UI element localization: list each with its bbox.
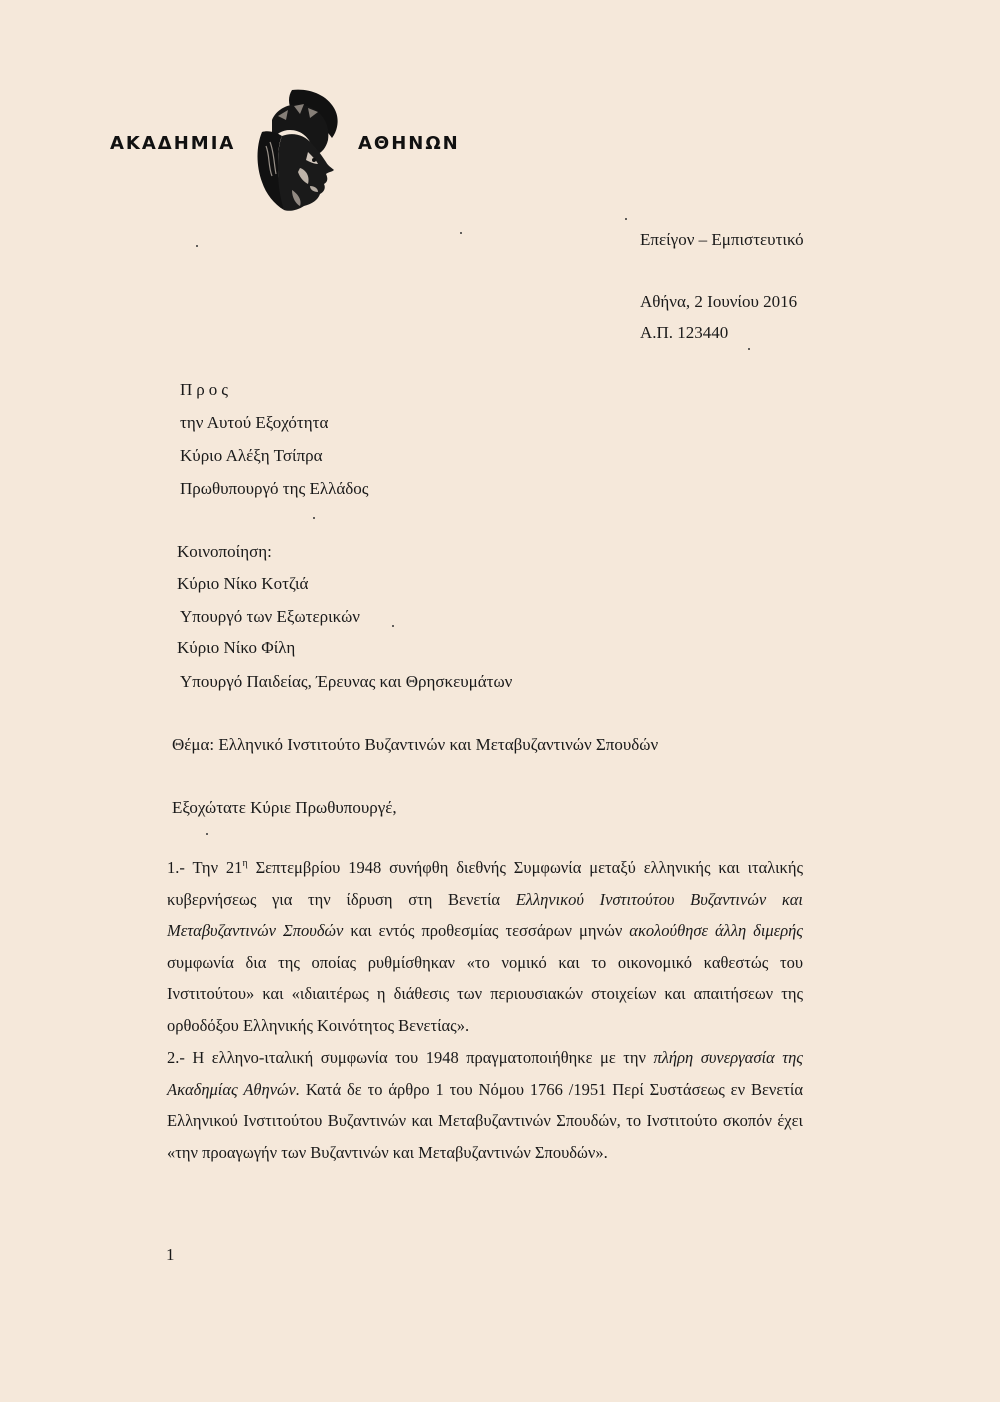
protocol-number: Α.Π. 123440 <box>640 323 729 342</box>
scan-speck <box>392 625 394 627</box>
recipient-line: Πρωθυπουργό της Ελλάδος <box>180 479 369 498</box>
cc-line: Κύριο Νίκο Φίλη <box>177 638 296 657</box>
scan-speck <box>460 232 462 234</box>
recipient-line: την Αυτού Εξοχότητα <box>180 413 329 432</box>
paragraph-2 <box>167 1042 803 1168</box>
scan-speck <box>196 245 198 247</box>
paragraph-1-text: συμφωνία δια της οποίας ρυθμίσθηκαν «το νομικό και το οικονομικό καθεστώς του Ινστιτούτου» και «ιδιαιτέρως η διάθεσις των περιουσιακών στοιχείων και απαιτήσεων της ορθοδόξου Ελληνικής Κοινότητος Βενετίας». <box>167 952 803 1035</box>
subject-line: Θέμα: Ελληνικό Ινστιτούτο Βυζαντινών και Μεταβυζαντινών Σπουδών <box>172 735 659 754</box>
cc-line: Υπουργό Παιδείας, Έρευνας και Θρησκευμάτων <box>180 672 513 691</box>
letterhead-right-word: ΑΘΗΝΩΝ <box>358 133 460 154</box>
paragraph-1-text: 1.- Την 21 <box>167 858 243 877</box>
scan-speck <box>206 833 208 835</box>
cc-line: Κύριο Νίκο Κοτζιά <box>177 574 309 593</box>
cc-label: Κοινοποίηση: <box>177 542 272 561</box>
scan-speck <box>313 517 315 519</box>
scan-speck <box>625 218 627 220</box>
place-date: Αθήνα, 2 Ιουνίου 2016 <box>640 292 798 311</box>
scan-speck <box>748 348 750 350</box>
classification-label: Επείγον – Εμπιστευτικό <box>640 230 804 249</box>
paragraph-1-text: Σεπτεμβρίου 1948 συνήφθη διεθνής Συμφωνία μεταξύ ελληνικής και ιταλικής κυβερνήσεως για την ίδρυση στη Βενετία <box>167 858 803 909</box>
cc-line: Υπουργό των Εξωτερικών <box>180 607 360 626</box>
recipient-line: Κύριο Αλέξη Τσίπρα <box>180 446 323 465</box>
page-number: 1 <box>166 1245 175 1264</box>
cooperation-italic: πλήρη συνεργασία της Ακαδημίας Αθηνών. <box>167 1048 803 1099</box>
letterhead <box>110 80 470 220</box>
paragraph-1-text: και εντός προθεσμίας τεσσάρων μηνών <box>343 921 630 940</box>
to-label: Προς <box>180 380 232 399</box>
letterhead-left-word: ΑΚΑΔΗΜΙΑ <box>110 133 236 154</box>
institute-name-italic: Ελληνικού Ινστιτούτου Βυζαντινών και Μεταβυζαντινών Σπουδών <box>167 889 803 940</box>
paragraph-2-text: Κατά δε το άρθρο 1 του Νόμου 1766 /1951 Περί Συστάσεως εν Βενετία Ελληνικού Ινστιτούτου Βυζαντινών και Μεταβυζαντινών Σπουδών, το Ινστιτούτο σκοπόν έχει «την προαγωγήν των Βυζαντινών και Μεταβυζαντινών Σπουδών». <box>167 1079 803 1162</box>
paragraph-2-text: 2.- Η ελληνο-ιταλική συμφωνία του 1948 πραγματοποιήθηκε με την <box>167 1048 654 1067</box>
agreement-italic: ακολούθησε άλλη διμερής <box>629 921 803 940</box>
salutation: Εξοχώτατε Κύριε Πρωθυπουργέ, <box>172 798 397 817</box>
athena-head-icon <box>248 86 344 214</box>
ordinal-superscript: η <box>242 858 248 869</box>
paragraph-1 <box>167 852 803 1041</box>
